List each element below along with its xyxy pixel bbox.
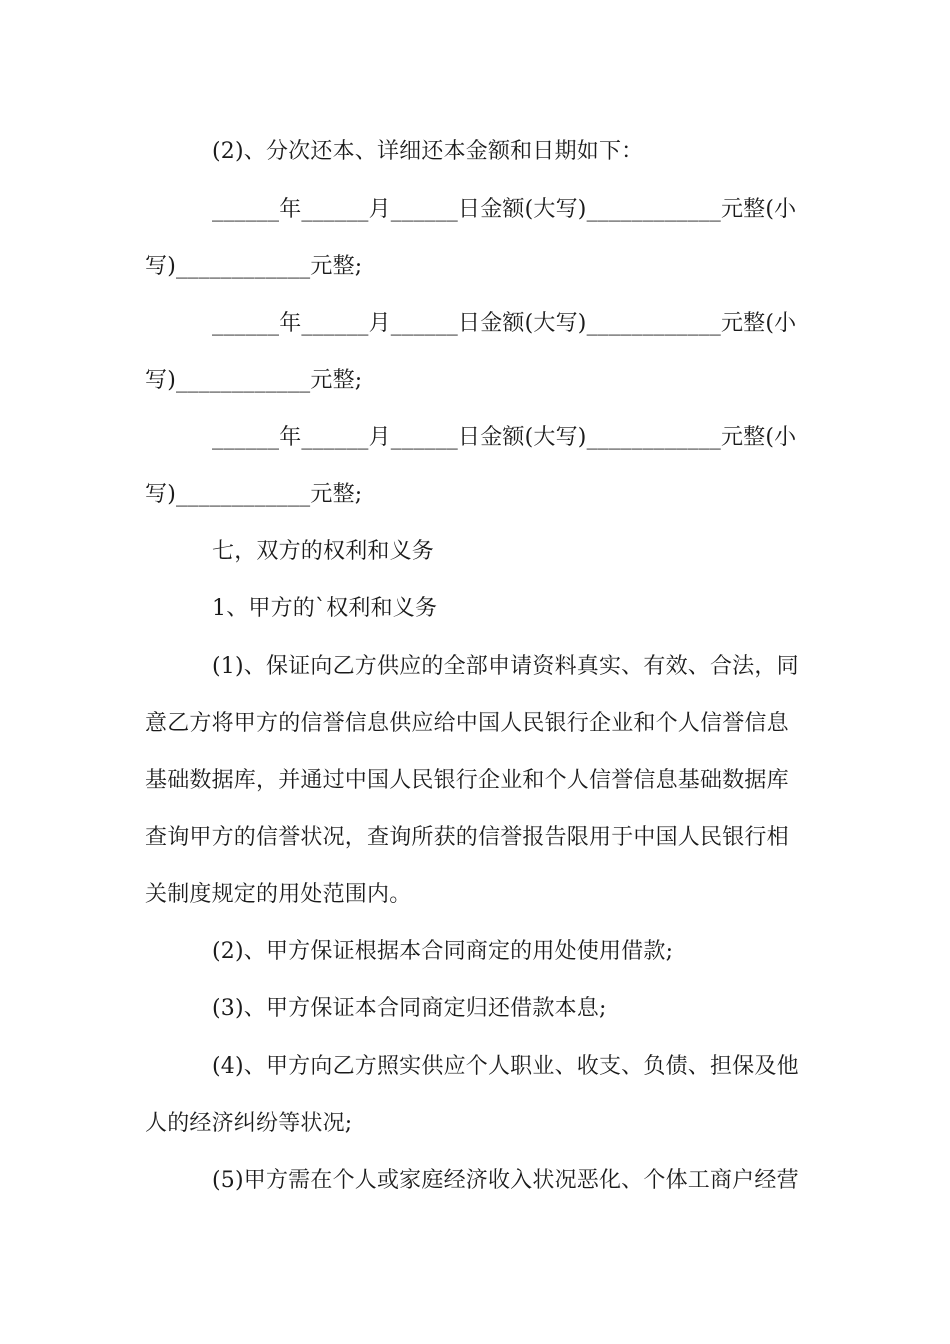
repayment-row-2-line-1: ______年______月______日金额(大写)____________元整(小	[212, 311, 797, 336]
clause-2: (2)、甲方保证根据本合同商定的用处使用借款;	[212, 939, 674, 964]
clause-4-line-1: (4)、甲方向乙方照实供应个人职业、收支、负债、担保及他	[212, 1054, 799, 1079]
clause-1-line-4: 查询甲方的信誉状况，查询所获的信誉报告限用于中国人民银行相	[145, 825, 789, 850]
section-seven-heading: 七，双方的权利和义务	[212, 539, 435, 564]
clause-3: (3)、甲方保证本合同商定归还借款本息;	[212, 996, 607, 1021]
clause-1-line-3: 基础数据库，并通过中国人民银行企业和个人信誉信息基础数据库	[145, 768, 789, 793]
clause-4-line-2: 人的经济纠纷等状况;	[145, 1111, 353, 1136]
repayment-row-2-line-2: 写)____________元整;	[145, 368, 363, 393]
repayment-row-3-line-2: 写)____________元整;	[145, 482, 363, 507]
clause-1-line-5: 关制度规定的用处范围内。	[145, 882, 412, 907]
clause-1-line-1: (1)、保证向乙方供应的全部申请资料真实、有效、合法，同	[212, 654, 799, 679]
clause-1-line-2: 意乙方将甲方的信誉信息供应给中国人民银行企业和个人信誉信息	[145, 711, 789, 736]
repayment-row-1-line-2: 写)____________元整;	[145, 254, 363, 279]
party-a-rights-heading: 1、甲方的`权利和义务	[212, 596, 438, 621]
repayment-row-1-line-1: ______年______月______日金额(大写)____________元整(小	[212, 197, 797, 222]
repayment-schedule-heading: (2)、分次还本、详细还本金额和日期如下：	[212, 139, 644, 164]
clause-5-line-1: (5)甲方需在个人或家庭经济收入状况恶化、个体工商户经营	[212, 1168, 799, 1193]
repayment-row-3-line-1: ______年______月______日金额(大写)____________元整(小	[212, 425, 797, 450]
